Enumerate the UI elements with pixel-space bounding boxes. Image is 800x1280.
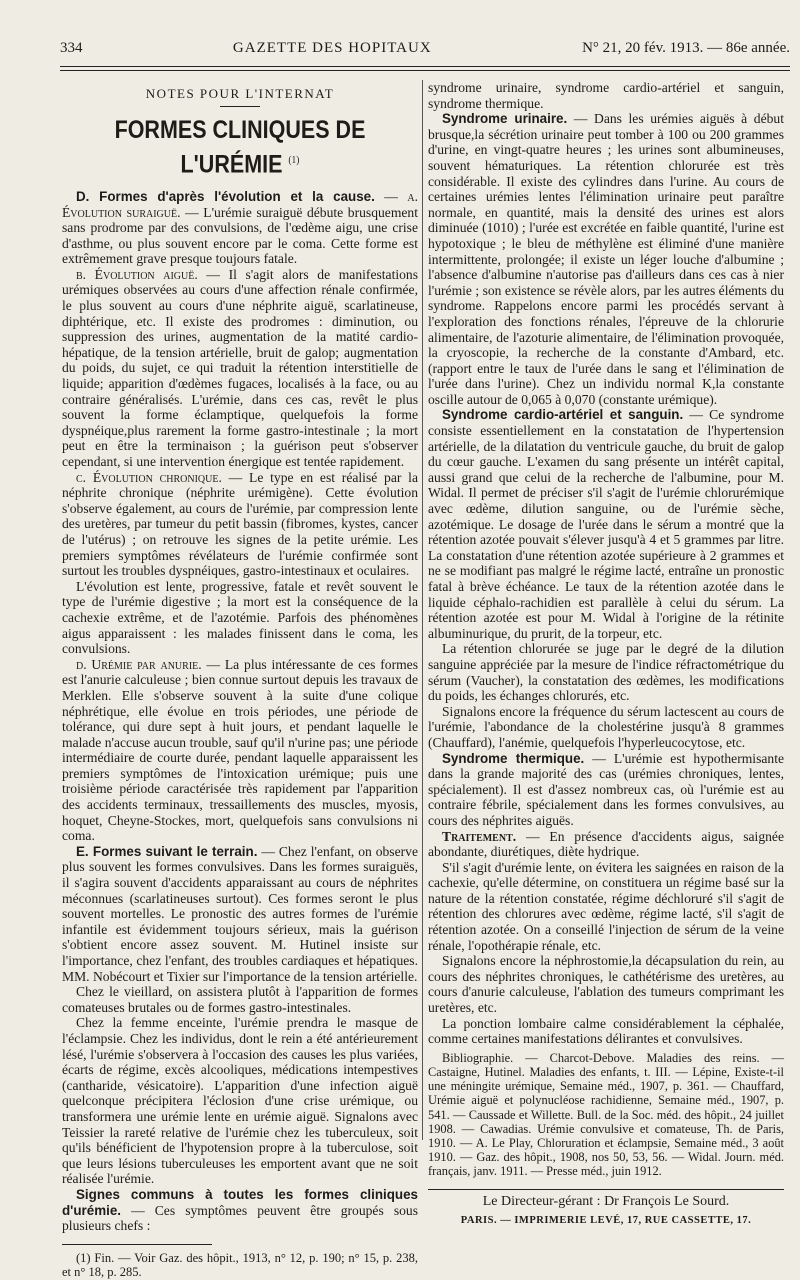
heading-f: Signes communs à toutes les formes cliniques d'urémie. [62,1186,418,1218]
label-c: c. Évolution chronique. [76,469,222,485]
footnote-rule [62,1244,212,1245]
left-column [62,80,419,1280]
director-rule [428,1189,784,1190]
section-kicker: NOTES POUR L'INTERNAT [145,86,335,101]
paragraph-traitement4: La ponction lombaire calme considérablement la céphalée, comme certaines manifestations délirantes et convulsives. [428,1015,784,1047]
page-header [60,40,790,64]
title-footnote-mark: (1) [288,153,300,166]
heading-e: E. Formes suivant le terrain. [76,843,258,859]
printer-line: PARIS. — IMPRIMERIE LEVÉ, 17, RUE CASSETTE, 17. [460,1215,752,1227]
paragraph-thermique: Syndrome thermique. — L'urémie est hypothermisante dans la grande majorité des cas (urémies chroniques, lentes, spécialement). Il est d'assez nombreux cas, où l'urémie est au contraire fébrile, spécialement dans les formes convulsives, au cours des néphrites aiguës. [428,750,784,828]
kicker-rule [220,106,260,107]
paragraph-c2: L'évolution est lente, progressive, fatale et revêt souvent le type de l'urémie digestive ; la mort est la conséquence de la cachexie extrême, et de l'azotémie. Parfois des phénomènes aigus apparaissent : les malades finissent dans le coma, les convulsions. [62,578,418,657]
journal-title: GAZETTE DES HOPITAUX [232,40,432,56]
label-a: — a. Évolution suraiguë. [62,188,418,220]
heading-d: D. Formes d'après l'évolution et la cause. [76,188,375,204]
column-divider [422,80,423,1140]
heading-cardio: Syndrome cardio-artériel et sanguin. [442,407,684,423]
footnote: (1) Fin. — Voir Gaz. des hôpit., 1913, n° 12, p. 190; n° 15, p. 238, et n° 18, p. 285. [62,1250,418,1280]
bibliography: Bibliographie. — Charcot-Debove. Maladies des reins. — Castaigne, Hutinel. Maladies des enfants, t. III. — Lépine, Existe-t-il une méningite urémique, Semaine méd., 1907, p. 361. — Chauffard, Urémie aiguë et polynucléose rachidienne, Semaine méd., 1907, p. 541. — Caussade et Willette. Bull. de la Soc. méd. des hôpit., 24 juillet 1908. — Cawadias. Urémie convulsive et comateuse, Th. de Paris, 1910. — A. Le Play, Chloruration et éclampsie, Semaine méd., 3 août 1910. — Gaz. des hôpit., 1908, nos 50, 53, 56. — Widal. Journ. méd. français, janv. 1911. — Presse méd., juin 1912. [428,1050,784,1179]
issue-info: N° 21, 20 fév. 1913. — 86e année. [582,40,790,56]
paragraph-e3: Chez la femme enceinte, l'urémie prendra le masque de l'éclampsie. Chez les individus, dont le rein a été antérieurement lésé, l'urémie s'observera à l'occasion des causes les plus variées, écarts de régime, excès alcooliques, médications intempestives (cantharide, vésicatoire). L'apparition d'une infection aiguë quelconque précipitera l'éclosion d'une crise urémique, ou transformera une urémie lente en urémie aiguë. Signalons avec Teissier la rareté relative de l'urémie chez les tuberculeux, soit qu'ils bénéficient de l'hypotension propre à la tuberculose, soit que leurs lésions tuberculeuses les emportent avant que ne soit réalisée l'urémie. [62,1015,418,1187]
paragraph-b: b. Évolution aiguë. — Il s'agit alors de manifestations urémiques observées au cours d'une affection rénale confirmée, le plus souvent au cours d'une néphrite aiguë, scarlatineuse, diphtérique, etc. Il existe des prodromes : diminution, ou suppression des urines, augmentation de la matité cardio-hépatique, de la tension artérielle, bruit de galop; augmentation du poids, du sujet, ce qui traduit la rétention interstitielle de liquide; apparition d'œdèmes fugaces, localisés à la face, ou au contraire généralisés. L'urémie, dans ces cas, revêt le plus souvent la forme éclamptique, quelquefois la forme dyspnéique,plus rarement la forme gastro-intestinale ; la mort peut en être la terminaison ; la guérison peut s'observer cependant, si une intervention énergique est tentée rapidement. [62,266,419,470]
paragraph-e: E. Formes suivant le terrain. — Chez l'enfant, on observe plus souvent les formes convulsives. Dans les formes suraiguës, il s'agira souvent d'accidents apparaissant au cours de néphrites méconnues (scarlatineuses surtout). Ces formes seront le plus souvent mortelles. Le pronostic des autres formes de l'urémie infantile est évidemment toujours sérieux, mais la guérison s'obtient encore assez souvent. M. Hutinel insiste sur l'importance, chez l'enfant, des troubles cardiaques et hépatiques. MM. Nobécourt et Tixier sur l'importance de la tension artérielle. [62,843,418,984]
paragraph-cardio2: La rétention chlorurée se juge par le degré de la dilution sanguine appréciée par la mesure de l'indice réfractométrique du sérum (Vaucher), la constatation des œdèmes, les modifications du poids, les échanges chlorurés, etc. [428,641,784,704]
paragraph-traitement: Traitement. — En présence d'accidents aigus, saignée abondante, diurétiques, diète hydrique. [428,828,784,860]
paragraph-cardio: Syndrome cardio-artériel et sanguin. — Ce syndrome consiste essentiellement en la constatation de l'hypertension artérielle, de la dilatation du ventricule gauche, du bruit de galop du cœur gauche. L'examen du sang présente un intérêt capital, aussi grand que celui de la recherche de l'albumine, pour M. Widal. Il permet de préciser s'il s'agit de l'urémie chlorurémique avec œdème, dilution sanguine, ou de l'urémie sèche, azotémique. Le dosage de l'urée dans le sérum a montré que la rétention azotée pouvait s'élever jusqu'à 4 et 5 grammes par litre. La constatation d'une rétention azotée supérieure à 2 grammes et ne se modifiant pas malgré le régime lacté, entraîne un pronostic fatal à brève échéance. Le taux de la rétention azotée dans le liquide céphalo-rachidien est parallèle à celui du sérum. La rétention azotée est pour M. Widal à l'origine de la rétinite albuminurique, du prurit, de la torpeur, etc. [428,407,784,641]
heading-urinaire: Syndrome urinaire. [442,111,568,127]
paragraph-traitement2: S'il s'agit d'urémie lente, on évitera les saignées en raison de la cachexie, qu'elle détermine, on constituera un régime basé sur la nature de la rétention constatée, régime déchloruré s'il s'agit de rétention des chlorures avec œdème, régime lacté, s'il s'agit de rétention azotée. On a conseillé l'injection de sérum de la veine rénale, l'opothérapie rénale, etc. [428,859,784,953]
director-line: Le Directeur-gérant : Dr François Le Sourd. [482,1193,730,1209]
page-number: 334 [60,40,83,56]
paragraph-a: D. Formes d'après l'évolution et la cause. — a. Évolution suraiguë. — L'urémie suraiguë débute brusquement sans prodrome par des convulsions, de l'œdème aigu, une crise d'asthme, ou plus souvent encore par le coma. Cette forme est extrêmement grave presque toujours fatale. [62,188,419,267]
paragraph-cardio3: Signalons encore la fréquence du sérum lactescent au cours de l'urémie, l'abondance de la cholestérine jusqu'à 8 grammes (Chauffard), l'anémie, quelquefois l'hyperleucocytose, etc. [428,703,784,750]
paragraph-d: d. Urémie par anurie. — La plus intéressante de ces formes est l'anurie calculeuse ; bien connue surtout depuis les travaux de Merklen. Elle s'observe souvent à la suite d'une colique néphrétique, elle évolue en trois périodes, une période de tolérance, qui dure sept à huit jours, et pendant laquelle le malade n'accuse aucun trouble, sauf qu'il n'urine pas; une période intermédiaire de courte durée, pendant laquelle apparaissent les premiers symptômes de l'intoxication urémique; puis une troisième période caractérisée très rapidement par l'apparition des accidents terminaux, tressaillements des muscles, myosis, hoquet, Cheyne-Stockes, mort, quelquefois sans convulsions ni coma. [62,656,418,844]
paragraph-continuation: syndrome urinaire, syndrome cardio-artériel et sanguin, syndrome thermique. [428,80,784,111]
right-column [428,80,784,1227]
paragraph-c: c. Évolution chronique. — Le type en est réalisé par la néphrite chronique (néphrite urémigène). Cette évolution s'observe également, au cours de l'urémie, par compression lente des uretères, par tumeur du petit bassin (fibromes, kystes, cancer de l'utérus) ; on retrouve les signes de la petite urémie. Les premiers symptômes révélateurs de l'urémie confirmée sont surtout les troubles dyspnéiques, gastro-intestinaux et oculaires. [62,469,418,579]
label-b: b. Évolution aiguë. [76,266,198,282]
paragraph-traitement3: Signalons encore la néphrostomie,la décapsulation du rein, au cours des néphrites chroniques, le cathétérisme des uretères, au cours d'anurie calculeuse, l'ablation des tumeurs comprimant les uretères, etc. [428,953,784,1016]
header-rule [60,66,790,67]
paragraph-f: Signes communs à toutes les formes cliniques d'urémie. — Ces symptômes peuvent être groupés sous plusieurs chefs : [62,1186,419,1234]
paragraph-urinaire: Syndrome urinaire. — Dans les urémies aiguës à début brusque,la sécrétion urinaire peut tomber à 100 ou 200 grammes d'urine, en vingt-quatre heures ; les urines sont albumineuses, souvent hématuriques. La rétention chlorurée est très considérable. Il existe des cylindres dans l'urine. Au cours de certaines urémies lentes l'élimination urinaire peut paraître normale, en quantité, mais la densité des urines est alors diminuée (1010) ; l'urée est excrétée en faible quantité, l'urine est hypotoxique ; le bleu de méthylène est éliminé d'une manière intermittente, prolongée; il existe un léger louche d'albumine ; l'absence d'albumine n'autorise pas d'ailleurs dans ces cas à nier l'urémie ; son existence se révèle alors, par les autres éléments du syndrome. Rappelons encore parmi les procédés servant à l'exploration des fonctions rénales, l'épreuve de la chlorurie alimentaire, de l'azoturie alimentaire, de l'élimination provoquée, la cryoscopie, la recherche de la constante d'Ambard, etc. (rapport entre le taux de l'urée dans le sang et l'élimination de l'urée dans l'urine). Chez un individu normal K,la constante oscille autour de 0,065 à 0,070 (constante urémique). [428,111,784,407]
article-title: FORMES CLINIQUES DE L'URÉMIE $^{(1)}$ [114,115,366,178]
heading-traitement: Traitement. [442,828,517,844]
header-rule-double [60,70,790,71]
paragraph-e2: Chez le vieillard, on assistera plutôt à l'apparition de formes comateuses brutales ou de formes gastro-intestinales. [62,984,418,1015]
label-d: d. Urémie par anurie. [76,656,202,672]
heading-thermique: Syndrome thermique. [442,750,585,766]
